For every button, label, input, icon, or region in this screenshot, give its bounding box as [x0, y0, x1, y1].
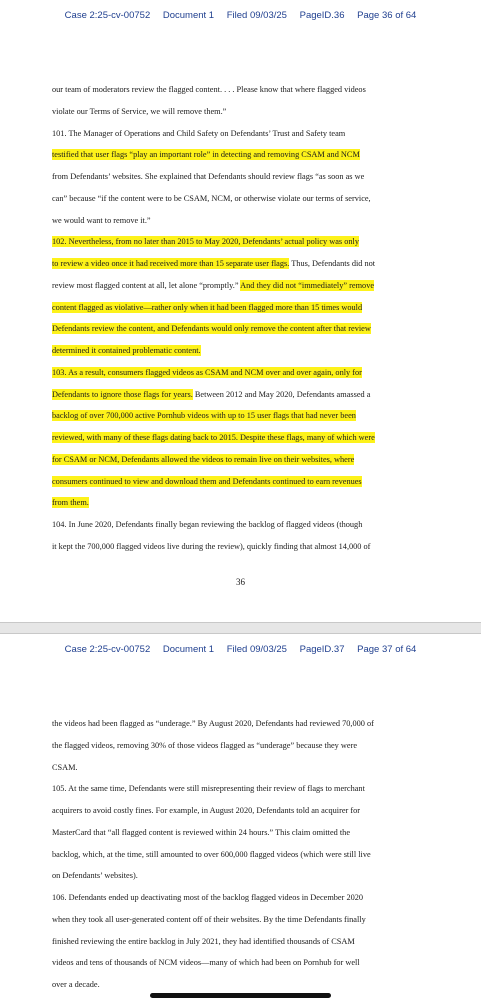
body-text: MasterCard that “all flagged content is reviewed within 24 hours.” This claim omitted the: [52, 827, 350, 837]
body-text: we would want to remove it.”: [52, 215, 151, 225]
text-line: [52, 214, 424, 228]
text-line: [52, 322, 424, 336]
body-text: Between 2012 and May 2020, Defendants amassed a: [192, 389, 371, 399]
body-text: 106. Defendants ended up deactivating most of the backlog flagged videos in December 2020: [52, 893, 364, 902]
text-line: [52, 956, 424, 970]
body-text: from Defendants’ websites. She explained that Defendants should review flags “as soon as we: [52, 172, 365, 181]
header-page: Page 37 of 64: [357, 644, 417, 655]
body-text: over a decade.: [52, 980, 100, 989]
header-case: Case 2:25-cv-00752: [64, 644, 151, 655]
body-text: 105. At the same time, Defendants were still misrepresenting their review of flags to merchant: [52, 784, 365, 794]
text-line: [52, 344, 424, 358]
text-line: [52, 148, 424, 162]
header-page: Page 36 of 64: [357, 10, 417, 21]
text-line: [52, 978, 424, 992]
text-line: [52, 279, 424, 293]
text-line: [52, 431, 424, 445]
text-line: [52, 409, 424, 423]
body-text: on Defendants’ websites).: [52, 871, 138, 881]
body-text: when they took all user-generated content off of their websites. By the time Defendants finally: [52, 914, 366, 924]
text-line: [52, 388, 424, 402]
text-line: [52, 475, 424, 489]
text-line: [52, 496, 424, 510]
body-text: the flagged videos, removing 30% of those videos flagged as “underage” because they were: [52, 740, 358, 750]
body-text: CSAM.: [52, 762, 78, 772]
page-header: [0, 10, 481, 21]
text-line: [52, 83, 424, 97]
text-line: [52, 739, 424, 753]
highlighted-text: from them.: [52, 498, 89, 508]
text-line: [52, 170, 424, 184]
text-line: [52, 540, 424, 554]
header-filed: Filed 09/03/25: [226, 644, 287, 655]
header-pageid: PageID.36: [299, 10, 345, 21]
page-header: [0, 644, 481, 655]
highlighted-text: testified that user flags “play an important role” in detecting and removing CSAM and NCM: [52, 150, 360, 160]
body-text: our team of moderators review the flagged content. . . . Please know that where flagged videos: [52, 85, 366, 94]
highlighted-text: for CSAM or NCM, Defendants allowed the videos to remain live on their websites, where: [52, 454, 355, 464]
highlighted-text: content flagged as violative—rather only when it had been flagged more than 15 times would: [52, 302, 363, 312]
text-line: [52, 913, 424, 927]
header-filed: Filed 09/03/25: [226, 10, 287, 21]
body-text: Thus, Defendants did not: [289, 259, 376, 268]
text-line: [52, 301, 424, 315]
highlighted-text: 103. As a result, consumers flagged videos as CSAM and NCM over and over again, only for: [52, 367, 362, 377]
header-case: Case 2:25-cv-00752: [64, 10, 151, 21]
text-line: [52, 453, 424, 467]
header-document: Document 1: [162, 10, 215, 21]
text-line: [52, 518, 424, 532]
text-line: [52, 804, 424, 818]
body-text: review most flagged content at all, let alone “promptly.”: [52, 280, 241, 290]
highlighted-text: consumers continued to view and download them and Defendants continued to earn revenues: [52, 476, 362, 486]
text-line: [52, 192, 424, 206]
highlighted-text: determined it contained problematic content.: [52, 346, 201, 355]
highlighted-text: Defendants review the content, and Defendants would only remove the content after that review: [52, 324, 371, 334]
header-pageid: PageID.37: [299, 644, 345, 655]
header-document: Document 1: [162, 644, 215, 655]
highlighted-text: reviewed, with many of these flags dating back to 2015. Despite these flags, many of which were: [52, 433, 375, 442]
body-text: violate our Terms of Service, we will remove them.”: [52, 106, 227, 116]
body-text: 104. In June 2020, Defendants finally began reviewing the backlog of flagged videos (though: [52, 520, 363, 529]
document-page-37: [0, 634, 481, 1000]
body-text: 101. The Manager of Operations and Child Safety on Defendants’ Trust and Safety team: [52, 128, 346, 138]
body-text: backlog, which, at the time, still amounted to over 600,000 flagged videos (which were still live: [52, 849, 371, 859]
text-line: [52, 257, 424, 271]
body-text: the videos had been flagged as “underage.” By August 2020, Defendants had reviewed 70,000 of: [52, 719, 374, 728]
text-line: [52, 869, 424, 883]
text-line: [52, 127, 424, 141]
text-line: [52, 935, 424, 949]
text-line: [52, 366, 424, 380]
text-line: [52, 717, 424, 731]
body-text: acquirers to avoid costly fines. For example, in August 2020, Defendants told an acquirer for: [52, 806, 361, 815]
text-line: [52, 761, 424, 775]
page-number: 36: [236, 577, 245, 587]
page-divider: [0, 622, 481, 634]
home-indicator[interactable]: [150, 993, 331, 998]
body-text: videos and tens of thousands of NCM videos—many of which had been on Pornhub for well: [52, 958, 360, 968]
body-text: it kept the 700,000 flagged videos live during the review), quickly finding that almost 14,000 of: [52, 541, 371, 551]
text-line: [52, 891, 424, 905]
highlighted-text: And they did not “immediately” remove: [240, 280, 375, 290]
text-line: [52, 826, 424, 840]
highlighted-text: to review a video once it had received more than 15 separate user flags.: [52, 259, 290, 268]
body-text: can” because “if the content were to be CSAM, NCM, or otherwise violate our terms of service,: [52, 193, 371, 203]
text-line: [52, 235, 424, 249]
highlighted-text: backlog of over 700,000 active Pornhub videos with up to 15 user flags that had never been: [52, 411, 356, 421]
text-line: [52, 848, 424, 862]
body-text: finished reviewing the entire backlog in July 2021, they had identified thousands of CSAM: [52, 936, 355, 946]
highlighted-text: Defendants to ignore those flags for years.: [52, 389, 193, 399]
highlighted-text: 102. Nevertheless, from no later than 2015 to May 2020, Defendants’ actual policy was only: [52, 237, 359, 247]
text-line: [52, 105, 424, 119]
text-line: [52, 782, 424, 796]
